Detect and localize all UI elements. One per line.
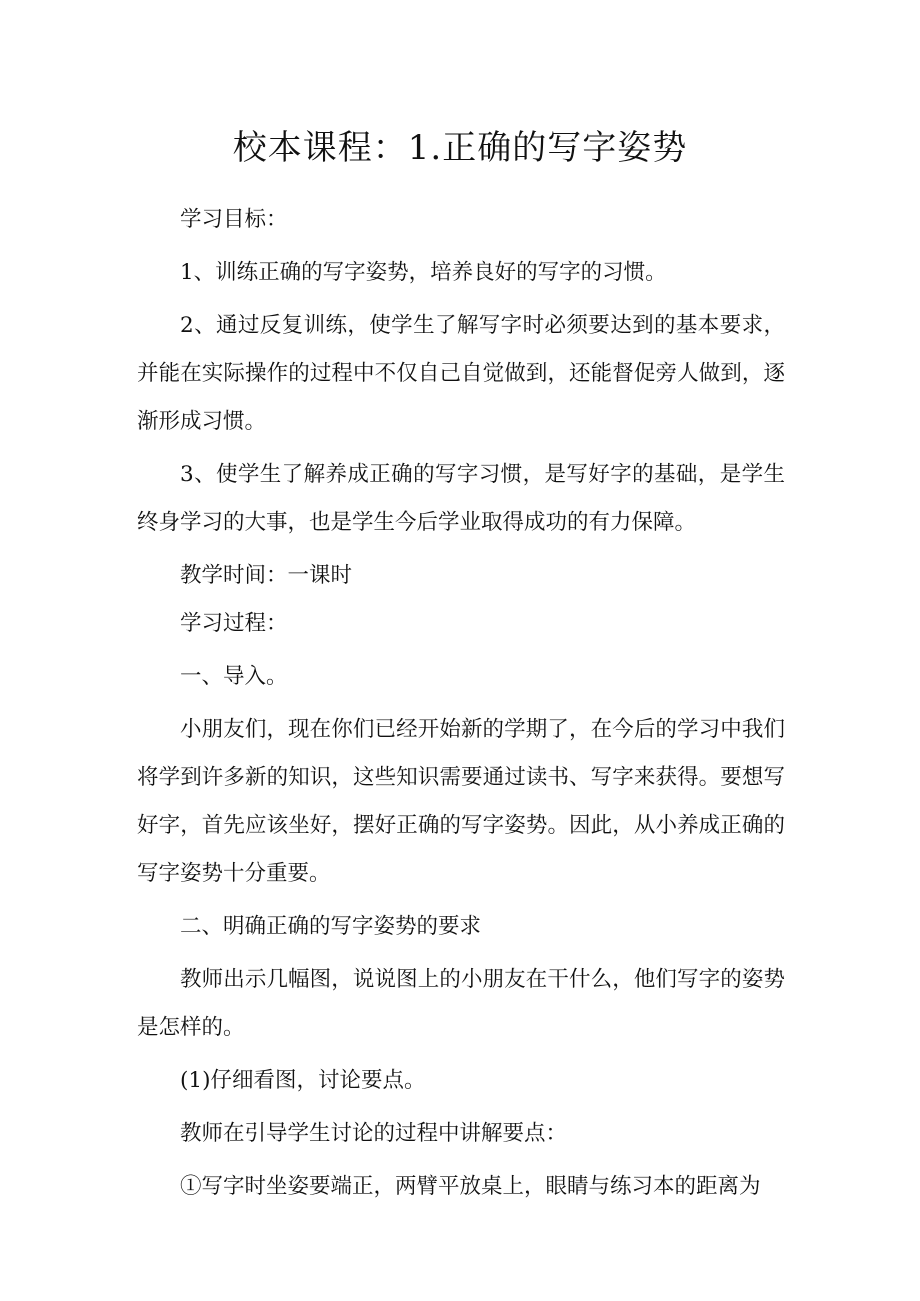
document-title: 校本课程：1.正确的写字姿势 xyxy=(232,128,688,168)
paragraph-goal-2: 2、通过反复训练，使学生了解写字时必须要达到的基本要求，并能在实际操作的过程中不仅自己自觉做到，还能督促旁人做到，逐渐形成习惯。 xyxy=(137,313,785,434)
paragraph-point-1: ①写字时坐姿要端正，两臂平放桌上，眼睛与练习本的距离为 xyxy=(180,1174,761,1199)
document-body xyxy=(137,196,785,1211)
paragraph-teacher-shows-pictures: 教师出示几幅图，说说图上的小朋友在干什么，他们写字的姿势是怎样的。 xyxy=(137,967,785,1040)
paragraph-goal-1: 1、训练正确的写字姿势，培养良好的写字的习惯。 xyxy=(180,260,667,285)
paragraph-introduction-text: 小朋友们，现在你们已经开始新的学期了，在今后的学习中我们将学到许多新的知识，这些知识需要通过读书、写字来获得。要想写好字，首先应该坐好，摆好正确的写字姿势。因此，从小养成正确的写字姿势十分重要。 xyxy=(137,717,785,886)
paragraph-teacher-explains: 教师在引导学生讨论的过程中讲解要点： xyxy=(180,1121,568,1146)
paragraph-section-introduction: 一、导入。 xyxy=(180,664,288,689)
paragraph-teaching-time: 教学时间：一课时 xyxy=(180,563,353,588)
paragraph-learning-process-heading: 学习过程： xyxy=(180,611,288,636)
paragraph-step-1: (1)仔细看图，讨论要点。 xyxy=(180,1068,426,1093)
paragraph-goal-3: 3、使学生了解养成正确的写字习惯，是写好字的基础，是学生终身学习的大事，也是学生今后学业取得成功的有力保障。 xyxy=(137,462,785,535)
paragraph-section-requirements: 二、明确正确的写字姿势的要求 xyxy=(180,914,482,939)
paragraph-learning-goals-heading: 学习目标： xyxy=(180,207,288,232)
